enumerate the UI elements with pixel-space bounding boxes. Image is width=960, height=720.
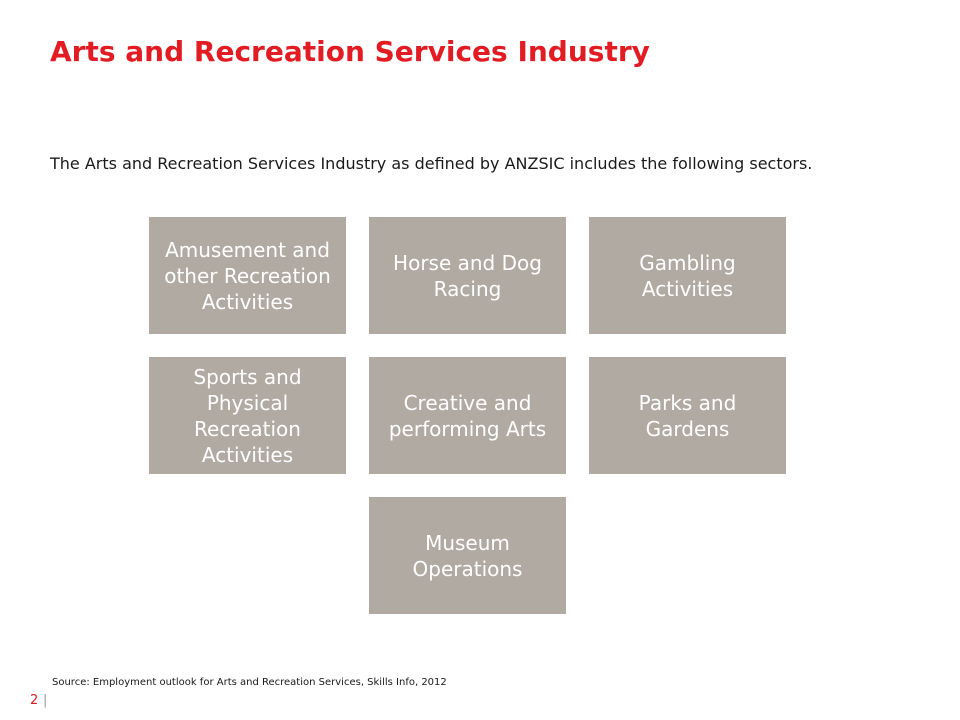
sector-tile-museum: Museum Operations xyxy=(369,497,566,614)
intro-text: The Arts and Recreation Services Industry as defined by ANZSIC includes the following sectors. xyxy=(50,154,813,173)
sector-tile-horse-dog-racing: Horse and Dog Racing xyxy=(369,217,566,334)
sector-tile-sports: Sports and Physical Recreation Activities xyxy=(149,357,346,474)
sector-tile-gambling: Gambling Activities xyxy=(589,217,786,334)
sector-tile-creative-arts: Creative and performing Arts xyxy=(369,357,566,474)
source-note: Source: Employment outlook for Arts and Recreation Services, Skills Info, 2012 xyxy=(52,677,447,688)
page-number: 2 xyxy=(30,693,39,708)
page-number-separator: | xyxy=(43,693,48,708)
page-title: Arts and Recreation Services Industry xyxy=(50,35,650,68)
sector-tile-amusement: Amusement and other Recreation Activities xyxy=(149,217,346,334)
sector-tile-parks-gardens: Parks and Gardens xyxy=(589,357,786,474)
